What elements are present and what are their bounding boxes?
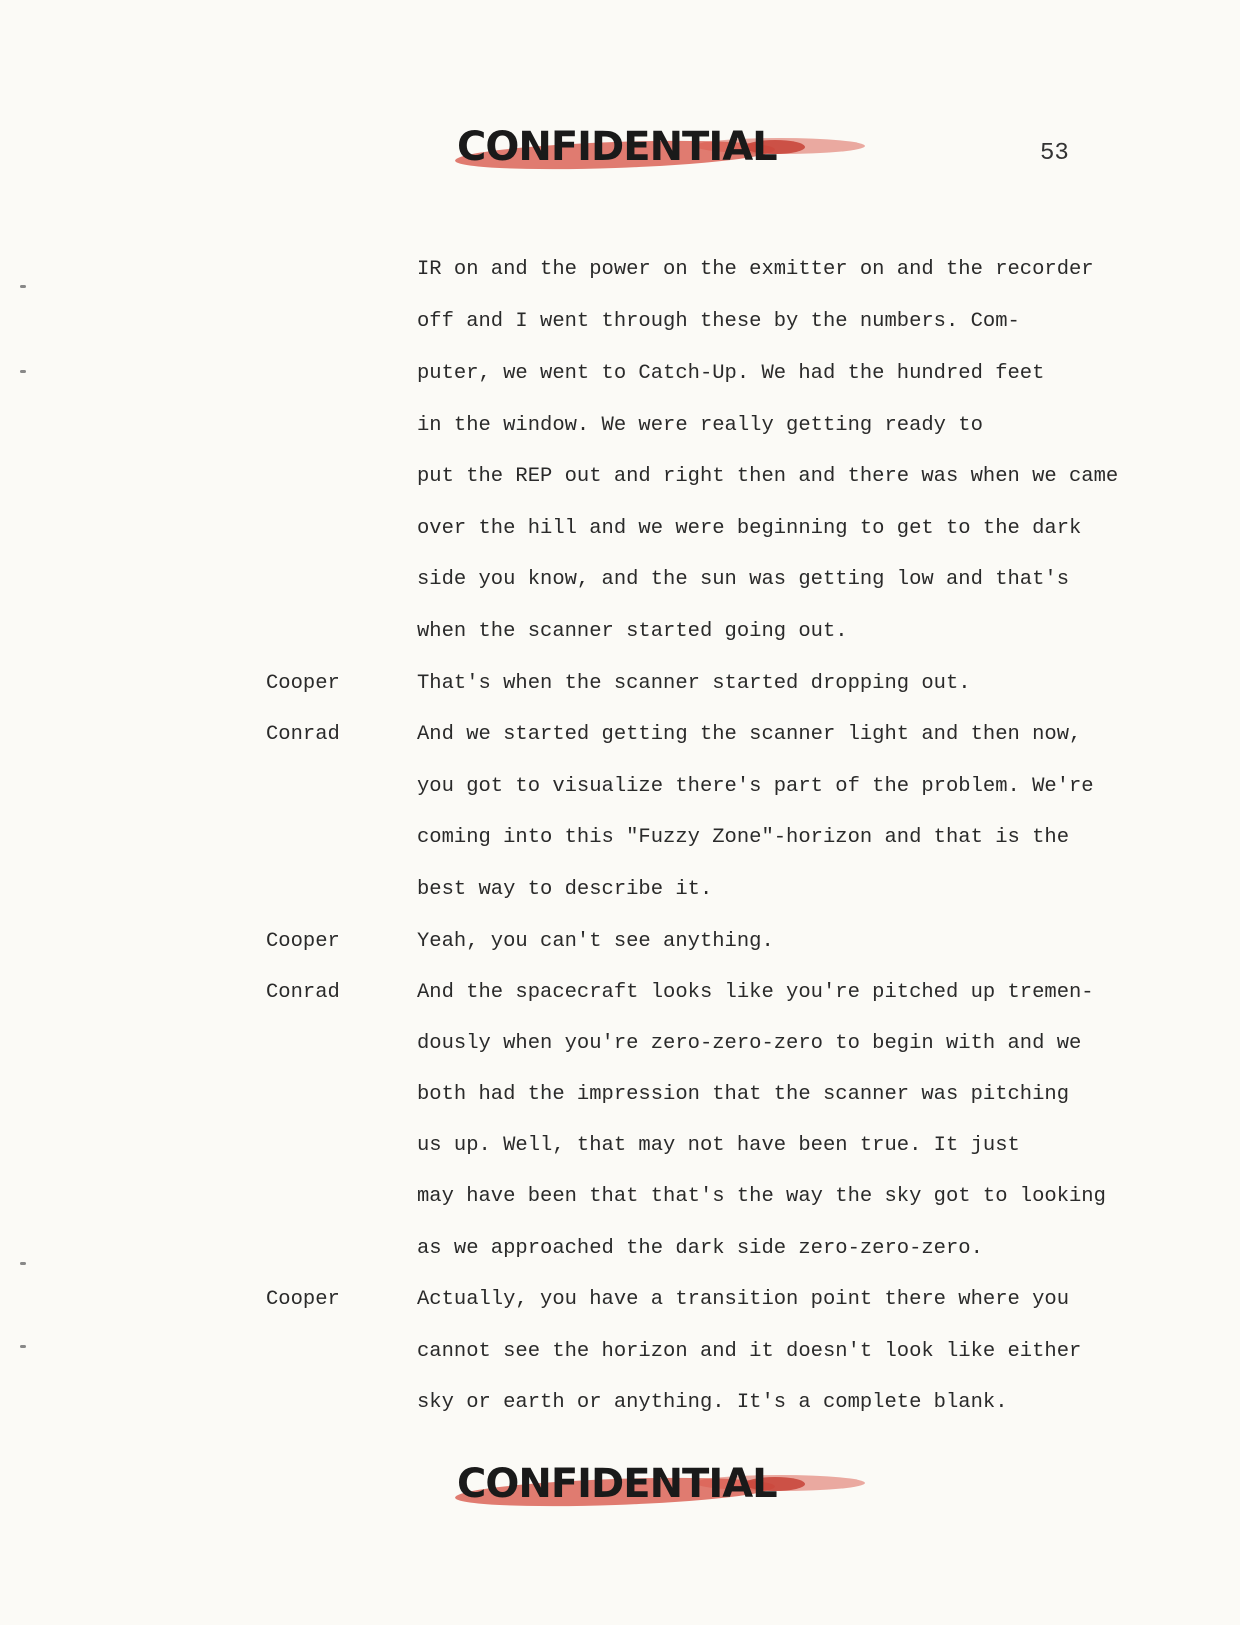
transcript-line: Actually, you have a transition point there where you — [417, 1288, 1070, 1311]
speaker-label: Cooper — [266, 930, 340, 953]
transcript-line: when the scanner started going out. — [417, 620, 848, 643]
transcript-line: both had the impression that the scanner was pitching — [417, 1083, 1070, 1106]
margin-mark — [20, 1262, 26, 1265]
confidential-stamp-top — [455, 118, 875, 188]
transcript-line: IR on and the power on the exmitter on and the recorder — [417, 258, 1094, 281]
page-number: 53 — [1040, 140, 1069, 167]
transcript-line: side you know, and the sun was getting low and that's — [417, 568, 1070, 591]
confidential-label: CONFIDENTIAL — [457, 1461, 777, 1507]
margin-mark — [20, 285, 26, 288]
transcript-line: best way to describe it. — [417, 878, 713, 901]
speaker-label: Conrad — [266, 981, 340, 1004]
speaker-label: Conrad — [266, 723, 340, 746]
transcript-line: dously when you're zero-zero-zero to begin with and we — [417, 1032, 1082, 1055]
transcript-line: cannot see the horizon and it doesn't look like either — [417, 1340, 1082, 1363]
transcript-line: coming into this "Fuzzy Zone"-horizon and that is the — [417, 826, 1070, 849]
transcript-line: Yeah, you can't see anything. — [417, 930, 774, 953]
transcript-line: may have been that that's the way the sky got to looking — [417, 1185, 1106, 1208]
confidential-label: CONFIDENTIAL — [457, 124, 777, 170]
transcript-line: And the spacecraft looks like you're pitched up tremen- — [417, 981, 1094, 1004]
transcript-line: you got to visualize there's part of the problem. We're — [417, 775, 1094, 798]
transcript-line: in the window. We were really getting ready to — [417, 414, 983, 437]
transcript-line: as we approached the dark side zero-zero-zero. — [417, 1237, 983, 1260]
margin-mark — [20, 1345, 26, 1348]
speaker-label: Cooper — [266, 672, 340, 695]
transcript-line: That's when the scanner started dropping out. — [417, 672, 971, 695]
transcript-line: puter, we went to Catch-Up. We had the hundred feet — [417, 362, 1045, 385]
transcript-line: put the REP out and right then and there was when we came — [417, 465, 1119, 488]
transcript-line: us up. Well, that may not have been true. It just — [417, 1134, 1020, 1157]
margin-mark — [20, 370, 26, 373]
speaker-label: Cooper — [266, 1288, 340, 1311]
transcript-line: And we started getting the scanner light and then now, — [417, 723, 1082, 746]
transcript-line: off and I went through these by the numbers. Com- — [417, 310, 1020, 333]
transcript-line: sky or earth or anything. It's a complete blank. — [417, 1391, 1008, 1414]
confidential-stamp-bottom — [455, 1455, 875, 1525]
transcript-line: over the hill and we were beginning to get to the dark — [417, 517, 1082, 540]
